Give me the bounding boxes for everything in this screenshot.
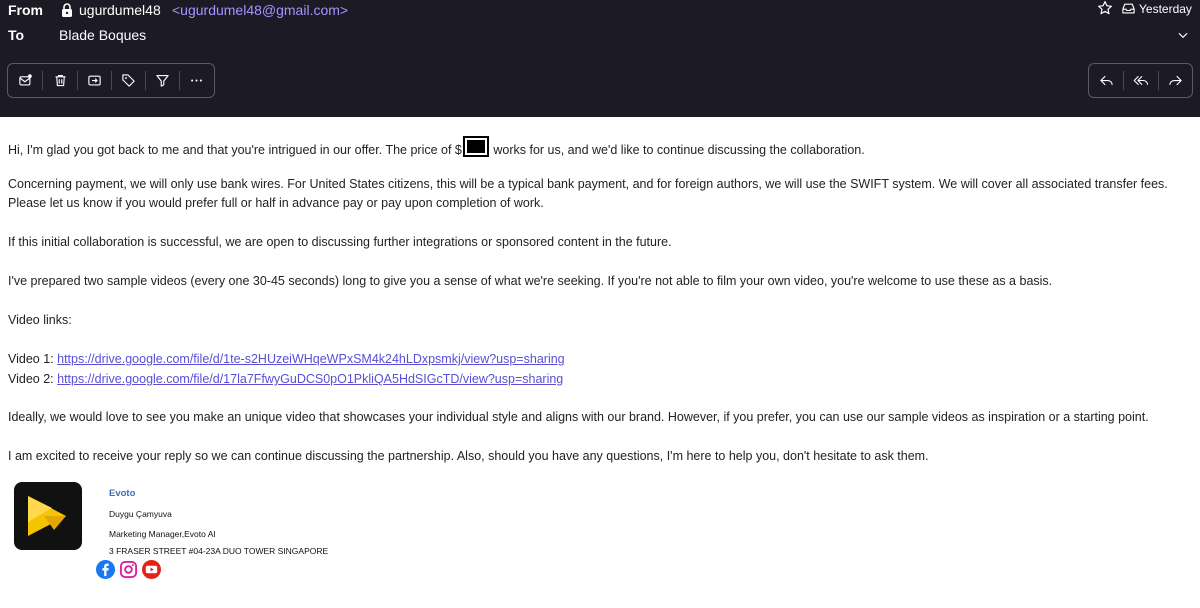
body-text: works for us, and we'd like to continue discussing the collaboration. — [489, 143, 865, 157]
more-icon[interactable] — [179, 64, 213, 97]
signature-name: Duygu Çamyuva — [109, 509, 172, 519]
reply-icon[interactable] — [1089, 64, 1123, 97]
mark-unread-icon[interactable] — [8, 64, 42, 97]
video-2-label: Video 2: — [8, 372, 58, 386]
from-label: From — [8, 2, 43, 18]
inbox-icon — [1121, 1, 1136, 16]
signature-address: 3 FRASER STREET #04-23A DUO TOWER SINGAPORE — [109, 546, 329, 556]
chevron-down-icon[interactable] — [1176, 28, 1190, 42]
message-toolbar — [7, 63, 215, 98]
recipient-name[interactable]: Blade Boques — [59, 27, 147, 43]
email-header — [0, 0, 1200, 117]
evoto-logo — [14, 482, 82, 550]
sender-email[interactable]: <ugurdumel48@gmail.com> — [172, 2, 349, 18]
youtube-icon[interactable] — [142, 560, 161, 579]
body-paragraph-5: Video links: — [8, 313, 72, 327]
body-paragraph-2: Concerning payment, we will only use bank wires. For United States citizens, this will be a typical bank payment, and for foreign authors, we will use the SWIFT system. We will cover all associated transfer fees. — [8, 177, 1168, 191]
video-1-line — [8, 350, 565, 370]
move-icon[interactable] — [77, 64, 111, 97]
video-2-link[interactable]: https://drive.google.com/file/d/17la7FfwyGuDCS0pO1PkliQA5HdSIGcTD/view?usp=sharing — [57, 372, 564, 386]
video-1-label: Video 1: — [8, 352, 58, 366]
forward-icon[interactable] — [1158, 64, 1192, 97]
tag-icon[interactable] — [111, 64, 145, 97]
facebook-icon[interactable] — [96, 560, 115, 579]
body-paragraph-4: I've prepared two sample videos (every one 30-45 seconds) long to give you a sense of what we're seeking. If you're not able to film your own video, you're welcome to use these as a basis. — [8, 274, 1053, 288]
reply-all-icon[interactable] — [1124, 64, 1158, 97]
body-paragraph-3: If this initial collaboration is successful, we are open to discussing further integrations or sponsored content in the future. — [8, 235, 672, 249]
body-paragraph-1 — [8, 136, 865, 161]
star-icon[interactable] — [1097, 0, 1113, 16]
video-2-line — [8, 370, 563, 390]
signature-title: Marketing Manager,Evoto AI — [109, 529, 216, 539]
lock-icon — [61, 3, 73, 17]
to-label: To — [8, 27, 25, 43]
signature-company: Evoto — [109, 488, 136, 499]
redaction-box — [463, 136, 489, 157]
body-paragraph-7: I am excited to receive your reply so we can continue discussing the partnership. Also, should you have any questions, I'm here to help you, don't hesitate to ask them. — [8, 449, 929, 463]
reply-toolbar — [1088, 63, 1193, 98]
body-paragraph-6: Ideally, we would love to see you make an unique video that showcases your individual style and aligns with our brand. However, if you prefer, you can use our sample videos as inspiration or a starting point. — [8, 410, 1149, 424]
body-text: Hi, I'm glad you got back to me and that you're intrigued in our offer. The price of $ — [8, 143, 462, 157]
instagram-icon[interactable] — [119, 560, 138, 579]
body-paragraph-2-cont: Please let us know if you would prefer full or half in advance pay or pay upon completion of work. — [8, 196, 544, 210]
video-1-link[interactable]: https://drive.google.com/file/d/1te-s2HUzeiWHqeWPxSM4k24hLDxpsmkj/view?usp=sharing — [57, 352, 565, 366]
email-date: Yesterday — [1139, 2, 1192, 16]
sender-name[interactable]: ugurdumel48 — [79, 2, 161, 18]
trash-icon[interactable] — [43, 64, 77, 97]
filter-icon[interactable] — [145, 64, 179, 97]
